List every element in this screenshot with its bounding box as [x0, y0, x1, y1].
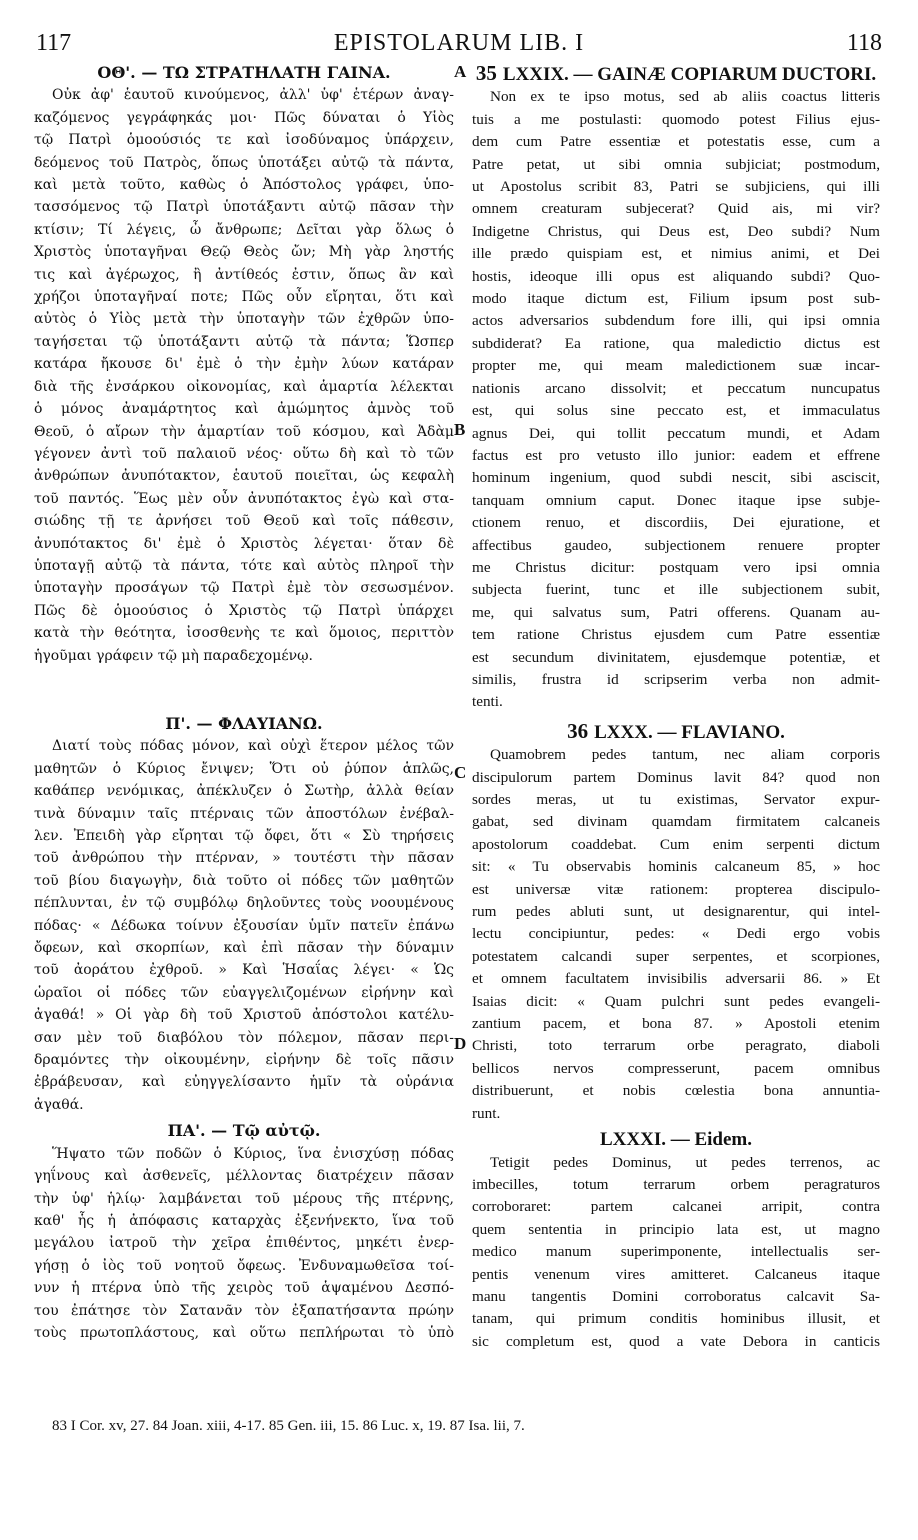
text-line: μαθητῶν ὁ Κύριος ἔνιψεν; Ὅτι οὐ ῥύπον ἁπλῶς, — [34, 760, 454, 777]
greek-letter-80-body — [34, 735, 454, 1116]
latin-letter-81-heading: LXXXI. — Eidem. — [599, 1129, 752, 1151]
latin-letter-81-body — [472, 1152, 880, 1354]
text-line: subjecta fuerint, tunc et ille subjectionem subit, — [472, 581, 880, 599]
text-line: me, qui salvatus sum, Patri offerens. Quanam au- — [472, 603, 880, 621]
text-line: similis, frustra id scripserim verba non admit- — [472, 670, 880, 688]
latin-letter-80-heading-row — [472, 720, 880, 744]
text-line: est universæ vitæ rationem: propterea discipulo- — [472, 880, 880, 898]
text-line: ταγήσεται τῷ ὑποτάξαντι αὐτῷ τὰ πάντα; Ὥσπερ — [34, 333, 454, 350]
text-line: lectu concipiuntur, pedes: « Dedi ergo vobis — [472, 925, 880, 943]
text-line: καζόμενος γεγράφηκάς μοι· Πῶς δύναται ὁ Υἱὸς — [34, 109, 454, 126]
text-line: propter me, qui meam maledictionem suæ incar- — [472, 357, 880, 375]
text-line: hominum ingenium, quod subdi nescit, sibi asciscit, — [472, 469, 880, 487]
text-line: me Christus dicitur: postquam vero ipsi omnia — [472, 558, 880, 576]
text-line: ὑποταγῇ αὐτῷ τὰ πάντα, τότε καὶ αὐτὸς πληροῖ τὴν — [34, 557, 454, 574]
text-line: διὰ τῆς ἐνσάρκου οἰκονομίας, καὶ ἁμαρτία λέλεκται — [34, 378, 454, 395]
text-line: τῷ Πατρὶ ὁμοούσιός τε καὶ ἰσοδύναμος ὑπάρχειν, — [34, 132, 454, 149]
text-line: γήσῃ ὁ ἰὸς τοῦ νοητοῦ ὄφεως. Ἐνδυναμωθεῖσα τοί- — [34, 1257, 454, 1274]
text-line: discipulorum partem Dominus lavit 84? quod non — [472, 768, 880, 786]
greek-letter-80-heading: Π'. — ΦΛΑΥΙΑΝΩ. — [165, 713, 323, 733]
text-line: αὐτὸς ὁ Υἱὸς μετὰ τὴν ὑποταγὴν τῶν ἐχθρῶν ὑπο- — [34, 311, 454, 328]
text-line: τοῦ βίου διαγωγὴν, διὰ τοῦτο οἱ πόδες τῶν μαθητῶν — [34, 872, 454, 889]
text-line: Διατί τοὺς πόδας μόνον, καὶ οὐχὶ ἕτερον μέλος τῶν — [52, 738, 454, 755]
text-line: καθάπερ νενόμικας, ἀπέκλυζεν ὁ Σωτὴρ, ἀλλὰ θείαν — [34, 783, 454, 800]
text-line: omnem creaturam subjecerat? Quid ais, mi vir? — [472, 200, 880, 218]
text-line: γηΐνους καὶ ἀσθενεῖς, μέλλοντας διατρέχειν πᾶσαν — [34, 1168, 454, 1185]
page-number-right: 118 — [846, 30, 882, 56]
text-line: factus est pro vetusto illo junior: eadem et effrene — [472, 446, 880, 464]
running-head — [36, 30, 882, 58]
text-line: bellicos nervos compresserunt, pacem omnibus — [472, 1059, 880, 1077]
text-line: distribuerunt, et nobis cœlestia bona annuntia- — [472, 1082, 880, 1100]
section-marker-b: B — [454, 420, 466, 439]
text-line: τις καὶ ἀγέρωχος, ἢ ἀντίθεός ἐστιν, ὅπως ἂν καὶ — [34, 266, 454, 283]
text-line: sic completum est, quod a vate Debora in canticis — [472, 1332, 880, 1350]
text-line: tanquam omnium caput. Donec itaque ipse subje- — [472, 491, 880, 509]
text-line: ctionem renuo, et discordiis, Dei ejuratione, et — [472, 514, 880, 532]
text-line: ἀγαθά! » Οἱ γὰρ δὴ τοῦ Χριστοῦ ἀπόστολοι κατέλυ- — [34, 1007, 454, 1024]
text-line: et omnem facultatem invisibilis adversarii 86. » Et — [472, 970, 880, 988]
latin-letter-79-heading-row — [472, 62, 880, 86]
text-line: χρήζοι ὑποταγῆναί ποτε; Πῶς οὖν εἴρηται, ὅτι καὶ — [34, 289, 454, 306]
column-number-35: 35 — [475, 61, 497, 85]
text-line: Ἥψατο τῶν ποδῶν ὁ Κύριος, ἵνα ἐνισχύσῃ πόδας — [52, 1145, 454, 1162]
text-line: δραμόντες τὴν οἰκουμένην, εἰρήνην δὲ τοῖς πᾶσιν — [34, 1052, 454, 1069]
text-line: ὄφεων, καὶ σκορπίων, καὶ ἐπὶ πᾶσαν τὴν δύναμιν — [34, 940, 454, 957]
greek-letter-81-heading: ΠΑ'. — Τῷ αὐτῷ. — [167, 1121, 321, 1141]
text-line: πόδας· « Δέδωκα τοίνυν ἐξουσίαν ὑμῖν πατεῖν ἐπάνω — [34, 917, 454, 934]
text-line: τὴν ὑφ' ἡλίῳ· λαμβάνεται τοῦ μέρους τῆς πτέρνης, — [34, 1190, 454, 1207]
text-line: μεγάλου ἰατροῦ τὴν χεῖρα ἐπιθέντος, μηκέτι ἐνερ- — [34, 1235, 454, 1252]
text-line: ἀνυπότακτος δι' ἐμὲ ὁ Χριστὸς λέγεται· ὅταν δὲ — [34, 535, 454, 552]
text-line: καὶ μετὰ τοῦτο, καθὼς ὁ Ἀπόστολος γράφει, ὑπο- — [34, 177, 454, 194]
page-number-left: 117 — [36, 30, 72, 56]
text-line: Indigetne Christus, qui Deus est, Deo subdi? Num — [472, 222, 880, 240]
text-line: apostolorum coaddebat. Cum enim serpenti dictum — [472, 835, 880, 853]
text-line: affectibus gaudeo, subjectionem renuere propter — [472, 536, 880, 554]
text-line: τοῦ ἀοράτου ἐχθροῦ. » Καὶ Ἡσαΐας λέγει· « Ὡς — [34, 962, 454, 979]
text-line: ὑποταγὴν προσάγων τῷ Πατρὶ ἐμὲ τὸν σεσωσμένον. — [34, 580, 454, 597]
text-line: τοὺς πρωτοπλάστους, καὶ οὕτω πεπλήρωται τὸ ὑπὸ — [34, 1324, 454, 1341]
text-line: δεόμενος τοῦ Πατρὸς, ὅπως ὑποτάξει αὐτῷ τὰ πάντα, — [34, 154, 454, 171]
text-line: quem sententia in principio lata est, ut magno — [472, 1220, 880, 1238]
text-line: νυν ἡ πτέρνα ὑπὸ τῆς χειρὸς τοῦ ἁψαμένου Δεσπό- — [34, 1280, 454, 1297]
text-line: ut Apostolus scribit 83, Patri se subjiciens, qui illi — [472, 178, 880, 196]
latin-column — [472, 62, 880, 1353]
greek-column — [34, 62, 454, 1344]
text-line: modo itaque dictum est, Filium ipsum post sub- — [472, 290, 880, 308]
text-line: ille prædo quispiam est, et nimius animi, et Dei — [472, 245, 880, 263]
text-line: corroboraret: partem calcanei arripit, contra — [472, 1198, 880, 1216]
greek-letter-81-body — [34, 1143, 454, 1345]
text-line: sit: « Tu observabis hominis calcaneum 85, » hoc — [472, 858, 880, 876]
text-line: gabat, sed divinam quamdam firmitatem calcaneis — [472, 813, 880, 831]
text-line: Patre petat, ut sibi omnia subjiciat; postmodum, — [472, 155, 880, 173]
greek-letter-79-body — [34, 84, 454, 667]
footnotes: 83 I Cor. xv, 27. 84 Joan. xiii, 4-17. 85 Gen. iii, 15. 86 Luc. x, 19. 87 Isa. lii, 7. — [52, 1418, 525, 1434]
text-line: κατάρα ἤκουσε δι' ἐμὲ ὁ τὴν ἐμὴν λύων κατάραν — [34, 356, 454, 373]
section-marker-c: C — [454, 763, 467, 782]
text-line: Non ex te ipso motus, sed ab aliis coactus litteris — [490, 88, 880, 106]
text-line: agnus Dei, qui tollit peccatum mundi, et Adam — [472, 424, 880, 442]
latin-letter-80-heading: LXXX. — FLAVIANO. — [594, 721, 785, 743]
section-marker-a: A — [454, 62, 467, 81]
text-line: Χριστὸς ὑποταγῆναι Θεῷ Θεὸς ὤν; Μὴ γὰρ ληστής — [34, 244, 454, 261]
text-line: Quamobrem pedes tantum, nec aliam corporis — [490, 746, 880, 764]
text-line: ἐβράβευσαν, καὶ εὐηγγελίσαντο ἡμῖν τὰ οὐράνια — [34, 1074, 454, 1091]
text-line: pentis venenum vires amitteret. Calcaneus itaque — [472, 1265, 880, 1283]
text-line: runt. — [472, 1104, 501, 1122]
text-line: τινὰ δύναμιν ταῖς πτέρναις τῶν ἀποστόλων ἐνέβαλ- — [34, 805, 454, 822]
text-line: medico manum superimponente, intellectualis ser- — [472, 1243, 880, 1261]
greek-letter-79-heading: ΟΘ'. — ΤΩ ΣΤΡΑΤΗΛΑΤΗ ΓΑΙΝΑ. — [97, 63, 391, 82]
text-line: sordes meras, ut tu existimas, Servator expur- — [472, 791, 880, 808]
text-line: tuis a me postulasti: quomodo potest Filius ejus- — [472, 110, 880, 128]
text-line: ἀγαθά. — [34, 1096, 84, 1113]
latin-letter-80-body — [472, 744, 880, 1125]
text-line: καθ' ἧς ἡ ἀπόφασις καταρχὰς ἐξενήνεκτο, ἵνα τοῦ — [34, 1212, 454, 1229]
text-line: γέγονεν ἀντὶ τοῦ παλαιοῦ νέος· οὕτω δὴ καὶ τὸ τῶν — [34, 445, 454, 462]
text-line: ἀνθρώπων ἀνυπότακτον, ἑαυτοῦ ποιεῖται, ὡς κεφαλὴ — [34, 468, 454, 485]
text-line: manu tangentis Domini corroboratus calcavit Sa- — [472, 1287, 880, 1305]
text-line: potestatem calcandi super serpentes, et scorpiones, — [472, 947, 880, 965]
text-line: Πῶς δὲ ὁμοούσιος ὁ Χριστὸς τῷ Πατρὶ ὑπάρχει — [34, 602, 454, 619]
text-line: Christi, toto terrarum orbe peragrato, diaboli — [472, 1037, 880, 1055]
text-line: subdiderat? Ea ratione, qua maledictio dictus est — [472, 334, 880, 352]
text-line: ἡγοῦμαι γράφειν τῷ μὴ παραδεχομένῳ. — [34, 647, 313, 664]
text-line: Θεοῦ, ὁ αἴρων τὴν ἁμαρτίαν τοῦ κόσμου, καὶ Ἀδὰμ — [34, 423, 454, 440]
text-line: τασσόμενος τῷ Πατρὶ ὑποτάξαντι αὐτῷ πᾶσαν τὴν — [34, 199, 454, 216]
text-line: τοῦ παντός. Ἕως μὲν οὖν ἀνυπότακτος ἐγὼ καὶ στα- — [34, 490, 454, 507]
text-line: tem ratione Christus ejusdem cum Patre essentiæ — [472, 626, 880, 644]
text-line: λεν. Ἐπειδὴ γὰρ εἴρηται τῷ ὄφει, ὅτι « Σὺ τηρήσεις — [34, 828, 454, 844]
text-line: rum pedes abluti sunt, ut designarentur, qui intel- — [472, 903, 880, 921]
text-line: imbecilles, totum terrarum orbem peragraturos — [472, 1175, 880, 1193]
text-line: του ἐπάτησε τὸν Σατανᾶν τὸν ἐξαπατήσαντα πρώην — [34, 1302, 454, 1319]
text-line: hostis, ideoque illi opus est aliquando subdi? Quo- — [472, 267, 880, 285]
text-line: est, qui solus sine peccato est, et immaculatus — [472, 402, 880, 420]
text-line: κτίσιν; Τί λέγεις, ὦ ἄνθρωπε; Δεῖται γὰρ ὅλως ὁ — [34, 221, 454, 238]
text-line: Tetigit pedes Dominus, ut pedes terrenos, ac — [490, 1153, 880, 1171]
text-line: σιώδης τῇ τε ἀρνήσει τοῦ Θεοῦ καὶ τοῖς πάθεσιν, — [34, 513, 454, 530]
text-line: zantium pacem, et bona 87. » Apostoli etenim — [472, 1015, 880, 1033]
text-line: tanam, qui primum conditis hominibus illusit, et — [472, 1310, 880, 1328]
page-title: EPISTOLARUM LIB. I — [333, 30, 585, 56]
text-line: Isaias dicit: « Quam pulchri sunt pedes evangeli- — [472, 992, 880, 1010]
text-line: actos adversarios subdendum fore illi, qui ipsi omnia — [472, 312, 880, 330]
latin-letter-79-heading: LXXIX. — GAINÆ COPIARUM DUCTORI. — [502, 64, 877, 85]
section-marker-d: D — [454, 1034, 467, 1053]
text-line: ὡραῖοι οἱ πόδες τῶν εὐαγγελιζομένων εἰρήνην καὶ — [34, 984, 454, 1001]
column-number-36: 36 — [567, 718, 589, 743]
text-line: nationis arcano dissolvit; et peccatum nuncupatus — [472, 379, 880, 397]
text-line: tenti. — [472, 693, 503, 711]
text-line: dem cum Patre essentiæ et potestatis esse, cum a — [472, 133, 880, 151]
text-line: est secundum divinitatem, ejusdemque potentiæ, et — [472, 648, 880, 666]
text-line: τοῦ ἀνθρώπου τὴν πτέρναν, » τουτέστι τὴν πᾶσαν — [34, 850, 454, 867]
text-line: ὁ μόνος ἀναμάρτητος καὶ ἀμώμητος ἀμνὸς τοῦ — [34, 401, 454, 418]
text-line: Οὐκ ἀφ' ἑαυτοῦ κινούμενος, ἀλλ' ὑφ' ἑτέρων ἀναγ- — [52, 87, 454, 104]
text-line: πέπλυνται, ἐν τῷ συμβόλῳ δηλοῦντες τοὺς νοουμένους — [34, 895, 454, 912]
latin-letter-79-body — [472, 86, 880, 713]
text-line: σαν μὲν τοῦ διαβόλου τὸν πόλεμον, πᾶσαν περι- — [34, 1029, 454, 1046]
text-line: κατὰ τὴν θεότητα, ἰσοσθενὴς τε καὶ ὅμοιος, περιττὸν — [34, 625, 454, 642]
